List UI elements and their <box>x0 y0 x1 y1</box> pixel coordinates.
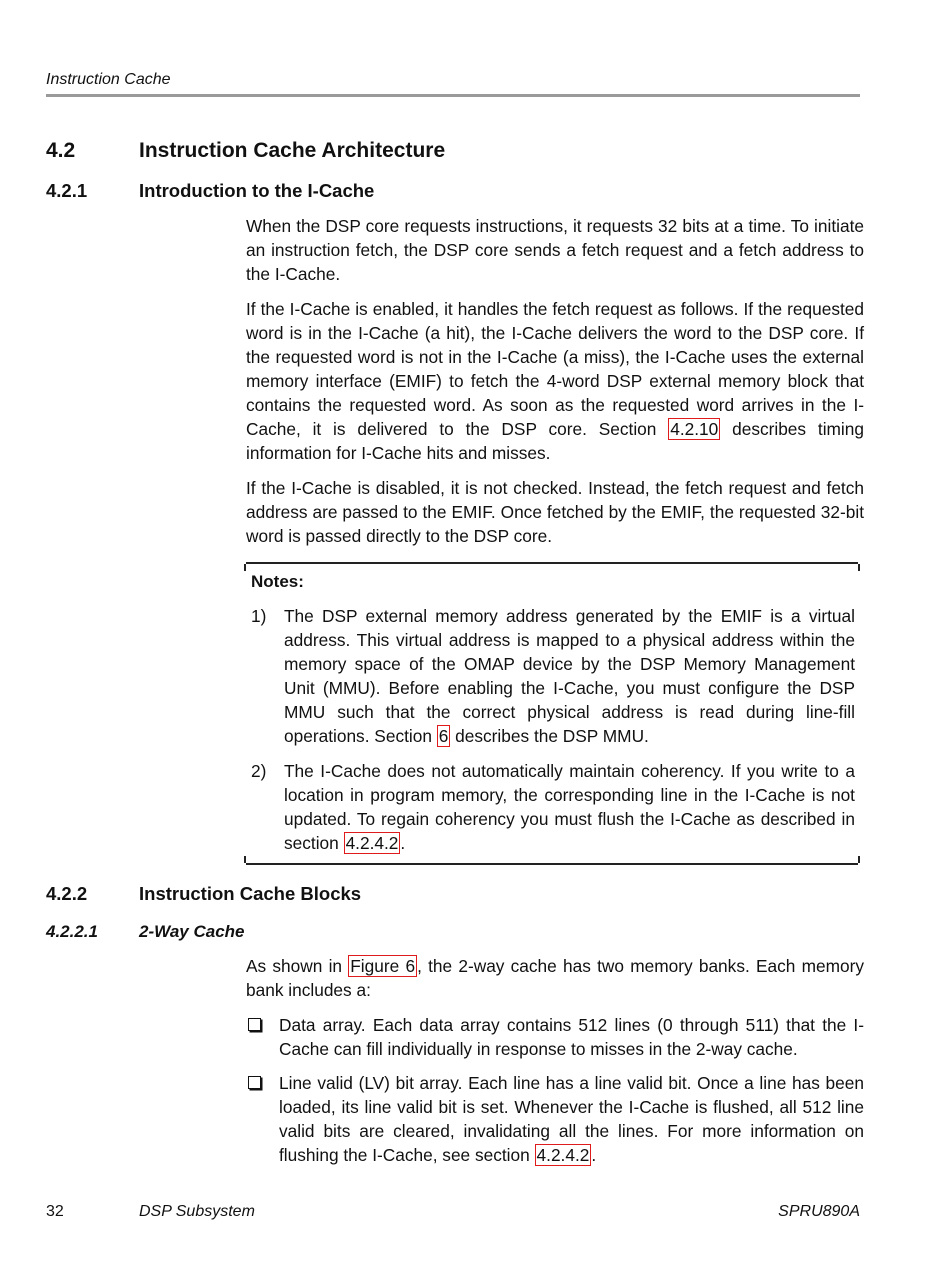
subsection-title: Introduction to the I-Cache <box>139 180 375 201</box>
subsubsection-number: 4.2.2.1 <box>46 922 98 941</box>
figure-link[interactable]: Figure 6 <box>350 956 416 976</box>
note-item <box>251 759 855 855</box>
note-number: 2) <box>251 761 267 781</box>
document-id: SPRU890A <box>778 1203 860 1220</box>
paragraph: If the I-Cache is disabled, it is not checked. Instead, the fetch request and fetch address are passed to the EMIF. Once fetched by the EMIF, the requested 32-bit word is passed directly to the DSP core. <box>246 478 864 546</box>
notes-box <box>246 562 858 865</box>
section-link[interactable]: 4.2.10 <box>670 419 719 439</box>
note-text-part: . <box>400 833 406 853</box>
paragraph-text: If the I-Cache is enabled, it handles the fetch request as follows. If the requested word is in the I-Cache (a hit), the I-Cache delivers the word to the DSP core. If the requested word is not in the I-Cache (a miss), the I-Cache uses the external memory interface (EMIF) to fetch the 4-word DSP external memory block that contains the requested word. As soon as the requested word arrives in the I-Cache, it is delivered to the DSP core. Section <box>246 299 864 439</box>
paragraph-text: , the 2-way cache has two memory banks. Each memory bank includes a: <box>246 956 864 1000</box>
list-text-part: Line valid (LV) bit array. Each line has a line valid bit. Once a line has been loaded, its line valid bit is set. Whenever the I-Cache is flushed, all 512 line valid bits are cleared, invalidating all the lines. For more information on flushing the I-Cache, see section <box>279 1073 864 1165</box>
subsection-number: 4.2.1 <box>46 180 88 201</box>
note-text <box>284 604 855 748</box>
list-text-part: . <box>591 1145 597 1165</box>
paragraph <box>246 297 864 465</box>
book-title: DSP Subsystem <box>139 1203 255 1220</box>
section-title: Instruction Cache Architecture <box>139 139 446 162</box>
list-item <box>246 1013 864 1061</box>
section-link[interactable]: 4.2.4.2 <box>345 833 399 853</box>
subsection-title: Instruction Cache Blocks <box>139 883 362 904</box>
checkbox-bullet-icon <box>248 1018 261 1031</box>
two-way-intro <box>246 954 864 1013</box>
note-text-part: The I-Cache does not automatically maintain coherency. If you write to a location in program memory, the corresponding line in the I-Cache is not updated. To regain coherency you must flush the I-Cache as described in section <box>284 761 855 853</box>
note-number: 1) <box>251 606 267 626</box>
list-item-text <box>279 1071 864 1167</box>
page-number: 32 <box>46 1203 64 1220</box>
intro-body <box>246 214 864 559</box>
notes-title: Notes: <box>251 572 304 591</box>
note-text <box>284 759 855 855</box>
subsection-number: 4.2.2 <box>46 883 88 904</box>
note-item <box>251 604 855 748</box>
paragraph-text: describes timing information for I-Cache hits and misses. <box>246 419 864 463</box>
section-link[interactable]: 4.2.4.2 <box>536 1145 590 1165</box>
running-header: Instruction Cache <box>46 71 171 88</box>
list-text-part: Data array. Each data array contains 512 lines (0 through 511) that the I-Cache can fill individually in response to misses in the 2-way cache. <box>279 1015 864 1059</box>
header-rule <box>46 94 860 97</box>
paragraph: When the DSP core requests instructions, it requests 32 bits at a time. To initiate an instruction fetch, the DSP core sends a fetch request and a fetch address to the I-Cache. <box>246 216 864 284</box>
section-number: 4.2 <box>46 139 76 162</box>
paragraph <box>246 954 864 1002</box>
section-link[interactable]: 6 <box>438 726 449 746</box>
note-text-part: describes the DSP MMU. <box>450 726 649 746</box>
paragraph-text: As shown in <box>246 956 349 976</box>
note-text-part: The DSP external memory address generated by the EMIF is a virtual address. This virtual address is mapped to a physical address within the memory space of the OMAP device by the DSP Memory Management Unit (MMU). Before enabling the I-Cache, you must configure the DSP MMU such that the correct physical address is read during line-fill operations. Section <box>284 606 855 746</box>
subsubsection-title: 2-Way Cache <box>139 922 245 941</box>
list-item-text <box>279 1013 864 1061</box>
checkbox-bullet-icon <box>248 1076 261 1089</box>
list-item <box>246 1071 864 1167</box>
